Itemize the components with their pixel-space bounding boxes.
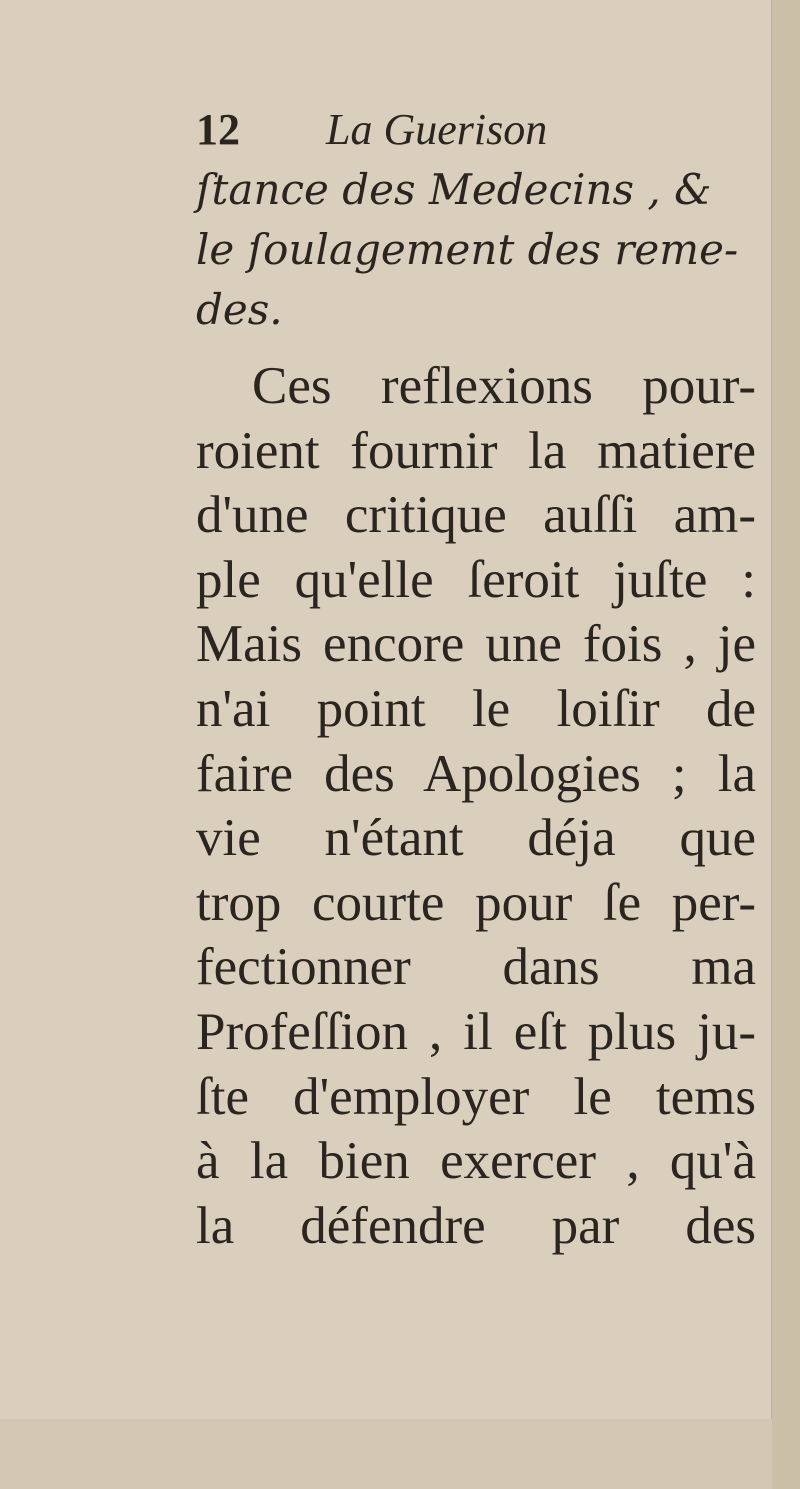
body-line: vie n'étant déja que [196, 809, 756, 868]
running-head-title: La Guerison [326, 105, 548, 154]
body-line: Mais encore une fois , je [196, 615, 756, 674]
body-line: Profeſſion , il eſt plus ju- [196, 1002, 756, 1061]
italic-line: ſtance des Medecins , & [196, 165, 712, 214]
page-number: 12 [196, 105, 240, 154]
page-bottom-margin [0, 1419, 772, 1489]
body-line: ple qu'elle ſeroit juſte : [196, 550, 756, 609]
italic-line: le ſoulagement des reme- [196, 225, 739, 274]
italic-passage [196, 160, 756, 340]
body-line: faire des Apologies ; la [196, 744, 756, 803]
page-text-block [196, 100, 756, 1258]
body-line: fectionner dans ma [196, 938, 756, 997]
body-paragraph [196, 354, 756, 1258]
body-line: n'ai point le loiſir de [196, 679, 756, 738]
body-line: Ces reflexions pour- [252, 357, 756, 415]
italic-line: des. [196, 285, 283, 334]
body-line: ſte d'employer le tems [196, 1067, 756, 1126]
body-line: trop courte pour ſe per- [196, 873, 756, 932]
body-line: à la bien exercer , qu'à [196, 1132, 756, 1191]
running-head [196, 100, 756, 160]
body-line: la défendre par des [196, 1196, 756, 1255]
body-line: d'une critique auſſi am- [196, 486, 756, 545]
page-edge [771, 0, 800, 1489]
body-line: roient fournir la matiere [196, 421, 756, 480]
